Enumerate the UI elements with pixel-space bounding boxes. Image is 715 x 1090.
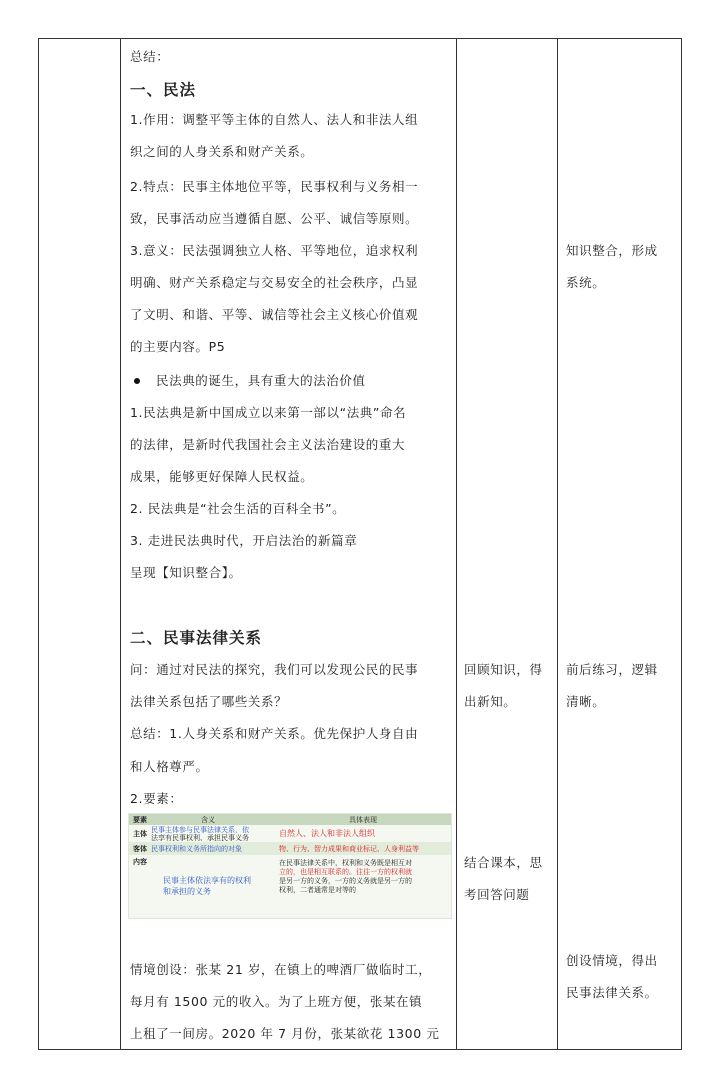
text-line: 了文明、和谐、平等、诚信等社会主义核心价值观: [130, 307, 419, 322]
mini-detail: 物、行为、智力成果和商业标记、人身利益等: [279, 845, 419, 853]
mini-detail: 在民事法律关系中，权利和义务既是相互对: [279, 859, 412, 867]
text-line: 2.要素：: [130, 791, 183, 806]
summary-label: 总结：: [130, 49, 170, 64]
mini-meaning: 和承担的义务: [163, 887, 211, 896]
text-line: 法律关系包括了哪些关系？: [130, 694, 288, 709]
mini-header: 要素: [133, 816, 147, 824]
column-divider-1: [120, 38, 121, 1050]
text-line: 上租了一间房。2020 年 7 月份，张某欲花 1300 元: [130, 1026, 440, 1041]
design-intent-line: 清晰。: [566, 694, 606, 709]
text-line: 问：通过对民法的探究，我们可以发现公民的民事: [130, 662, 419, 677]
mini-row-label: 客体: [133, 845, 147, 853]
text-line: 1.作用：调整平等主体的自然人、法人和非法人组: [130, 112, 419, 127]
text-line: 明确、财产关系稳定与交易安全的社会秩序，凸显: [130, 275, 419, 290]
table-border-left: [38, 38, 39, 1050]
text-line: 2. 民法典是“社会生活的百科全书”。: [130, 501, 346, 516]
design-intent-line: 民事法律关系。: [566, 985, 658, 1000]
column-divider-2: [456, 38, 457, 1050]
text-line: 致，民事活动应当遵循自愿、公平、诚信等原则。: [130, 211, 419, 226]
mini-detail: 立的，也是相互联系的。往往一方的权利就: [279, 868, 412, 876]
mini-header: 含义: [201, 816, 215, 824]
table-border-right: [681, 38, 682, 1050]
table-border-top: [38, 38, 682, 39]
design-intent-line: 系统。: [566, 275, 606, 290]
table-border-bottom: [38, 1049, 682, 1050]
mini-header: 具体表现: [349, 816, 377, 824]
mini-row-label: 内容: [133, 858, 147, 866]
heading-civil-legal-relation: 二、民事法律关系: [130, 629, 263, 647]
text-line: 总结：1.人身关系和财产关系。优先保护人身自由: [130, 726, 419, 741]
text-line: 的法律，是新时代我国社会主义法治建设的重大: [130, 437, 406, 452]
student-activity-line: 考回答问题: [464, 887, 530, 902]
text-line: 的主要内容。P5: [130, 339, 226, 354]
mini-table-header-row: [129, 814, 451, 825]
mini-meaning: 法享有民事权利、承担民事义务: [151, 834, 249, 842]
text-line: 呈现【知识整合】。: [130, 565, 242, 580]
text-line: 情境创设：张某 21 岁，在镇上的啤酒厂做临时工，: [130, 962, 432, 977]
mini-meaning: 民事权利和义务所指向的对象: [151, 845, 242, 853]
text-line: 民法典的诞生，具有重大的法治价值: [156, 373, 366, 388]
design-intent-line: 创设情境，得出: [566, 953, 658, 968]
design-intent-line: 前后练习，逻辑: [566, 662, 658, 677]
column-divider-3: [557, 38, 558, 1050]
text-line: 和人格尊严。: [130, 759, 209, 774]
text-line: 2.特点：民事主体地位平等，民事权利与义务相一: [130, 179, 419, 194]
mini-detail: 自然人、法人和非法人组织: [279, 829, 375, 838]
student-activity-line: 出新知。: [464, 694, 517, 709]
bullet-icon: [134, 378, 140, 384]
mini-meaning: 民事主体参与民事法律关系，依: [151, 826, 249, 834]
text-line: 3. 走进民法典时代，开启法治的新篇章: [130, 533, 358, 548]
design-intent-line: 知识整合，形成: [566, 243, 658, 258]
mini-detail: 是另一方的义务，一方的义务就是另一方的: [279, 877, 412, 885]
text-line: 成果，能够更好保障人民权益。: [130, 469, 314, 484]
mini-detail: 权利，二者通常是对等的: [279, 886, 356, 894]
text-line: 每月有 1500 元的收入。为了上班方便，张某在镇: [130, 994, 423, 1009]
text-line: 织之间的人身关系和财产关系。: [130, 144, 314, 159]
student-activity-line: 回顾知识，得: [464, 662, 543, 677]
text-line: 1.民法典是新中国成立以来第一部以“法典”命名: [130, 405, 407, 420]
elements-table-image: [128, 813, 452, 919]
mini-row-label: 主体: [133, 830, 147, 838]
heading-civil-law: 一、民法: [130, 81, 197, 99]
text-line: 3.意义：民法强调独立人格、平等地位，追求权利: [130, 243, 419, 258]
mini-meaning: 民事主体依法享有的权利: [163, 876, 251, 885]
student-activity-line: 结合课本，思: [464, 855, 543, 870]
